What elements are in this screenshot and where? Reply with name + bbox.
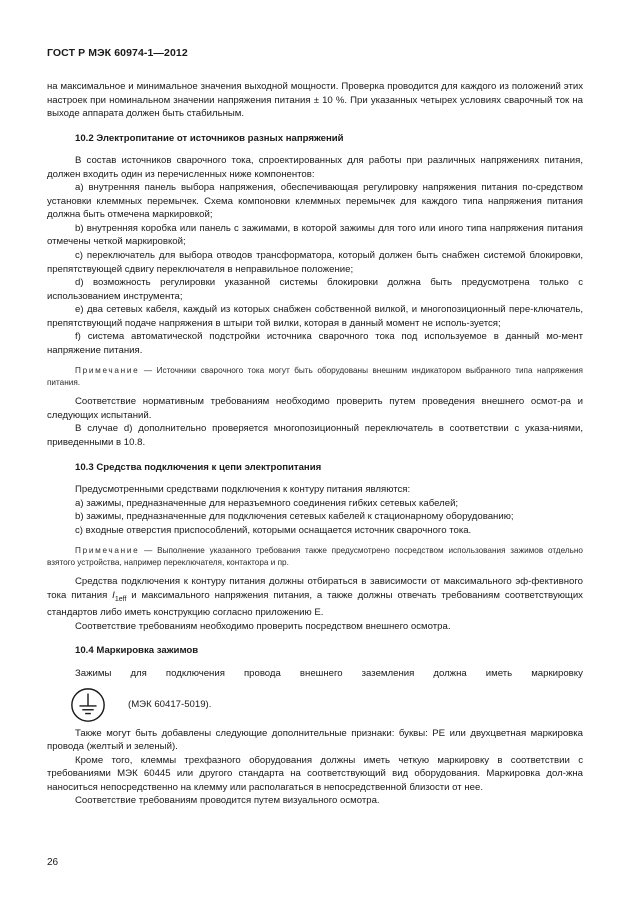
section-10-3-p1: Предусмотренными средствами подключения к контуру питания являются: — [75, 484, 411, 496]
section-10-2-title: 10.2 Электропитание от источников разных напряжений — [75, 132, 344, 144]
note-text: — Источники сварочного тока могут быть оборудованы внешним индикатором выбранного типа напряжения питания. — [47, 366, 583, 388]
section-10-4-title: 10.4 Маркировка зажимов — [75, 645, 199, 657]
item-d: d) возможность регулировки указанной системы блокировки должна быть предусмотрена только с использованием инструмента; — [47, 277, 583, 302]
page-number: 26 — [47, 857, 59, 868]
section-10-3-p2: Средства подключения к контуру питания должны отбираться в зависимости от максимального эф-фективного тока питания $I_{1eff}$ и максимального напряжения питания, а также должны отвечать требованиям соответствующих стандартов либо иметь конструкцию согласно приложению Е. — [47, 576, 583, 619]
note-10-3 — [47, 545, 583, 569]
item-a: a) внутренняя панель выбора напряжения, обеспечивающая регулировку напряжения питания по-средством установки клеммных перемычек. Схема компоновки клеммных перемычек для каждого типа напряжения питания должна быть отмечена маркировкой; — [47, 182, 583, 221]
note-text: — Выполнение указанного требования также предусмотрено посредством использования зажимов отдельно взятого устройства, например переключателя, контактора и пр. — [47, 546, 583, 568]
check-10-2-1: Соответствие нормативным требованиям необходимо проверить путем проведения внешнего осмот-ра и следующих испытаний. — [47, 396, 583, 421]
current-symbol: I — [112, 589, 115, 601]
item-10-3-b: b) зажимы, предназначенные для подключения сетевых кабелей к стационарному оборудованию; — [75, 511, 514, 523]
note-label: Примечание — [75, 366, 140, 376]
protective-earth-icon — [69, 686, 107, 724]
section-10-4-p2: Также могут быть добавлены следующие дополнительные признаки: буквы: PE или двухцветная маркировка провода (желтый и зеленый). — [47, 727, 583, 753]
earth-symbol-row — [69, 685, 583, 725]
item-10-3-a: a) зажимы, предназначенные для неразъемного соединения гибких сетевых кабелей; — [75, 497, 459, 509]
item-f: f) система автоматической подстройки источника сварочного тока под используемое в данный мо-мент напряжение питания. — [47, 331, 583, 356]
check-10-4: Соответствие требованиям проводится путем визуального осмотра. — [75, 795, 380, 807]
item-b: b) внутренняя коробка или панель с зажимами, в которой зажимы для того или иного типа напряжения питания отмечены четкой маркировкой; — [47, 222, 583, 248]
symbol-reference: (МЭК 60417-5019). — [128, 698, 212, 710]
check-10-2-2: В случае d) дополнительно проверяется многопозиционный переключатель в соответствии с указа-ниями, приведенными в 10.8. — [47, 423, 583, 449]
note-label: Примечание — [75, 546, 140, 556]
check-10-3: Соответствие требованиям необходимо проверить посредством внешнего осмотра. — [75, 620, 451, 632]
item-10-3-c: c) входные отверстия приспособлений, которыми оснащается источник сварочного тока. — [75, 524, 472, 536]
page-content — [47, 80, 583, 808]
section-10-3-title: 10.3 Средства подключения к цепи электропитания — [75, 461, 322, 473]
section-10-4-p3: Кроме того, клеммы трехфазного оборудования должны иметь четкую маркировку в соответствии с требованиями МЭК 60445 или другого стандарта на соответствующий вид оборудования. Маркировка дол-жна наноситься непосредственно на клемму или располагаться в непосредственной близости от нее. — [47, 754, 583, 793]
section-10-2-p1: В состав источников сварочного тока, спроектированных для работы при различных напряжениях питания, должен входить один из перечисленных ниже компонентов: — [47, 155, 583, 180]
item-e: e) два сетевых кабеля, каждый из которых снабжен собственной вилкой, и многопозиционный пере-ключатель, препятствующий подаче напряжения в штыри той вилки, которая в данный момент не исполь-зуется; — [47, 304, 583, 329]
note-10-2 — [47, 365, 583, 389]
earth-marking-sentence: Зажимы для подключения провода внешнего заземления должна иметь маркировку — [75, 667, 583, 679]
document-header: ГОСТ Р МЭК 60974-1—2012 — [47, 47, 188, 59]
intro-paragraph: на максимальное и минимальное значения выходной мощности. Проверка проводится для каждого из положений этих настроек при номинальном значении напряжения питания ± 10 %. При указанных четырех условиях сварочный ток на выходе аппарата должен быть стабильным. — [47, 81, 583, 120]
item-c: c) переключатель для выбора отводов трансформатора, который должен быть снабжен системой блокировки, препятствующей сдвигу переключателя в неправильное положение; — [47, 250, 583, 275]
